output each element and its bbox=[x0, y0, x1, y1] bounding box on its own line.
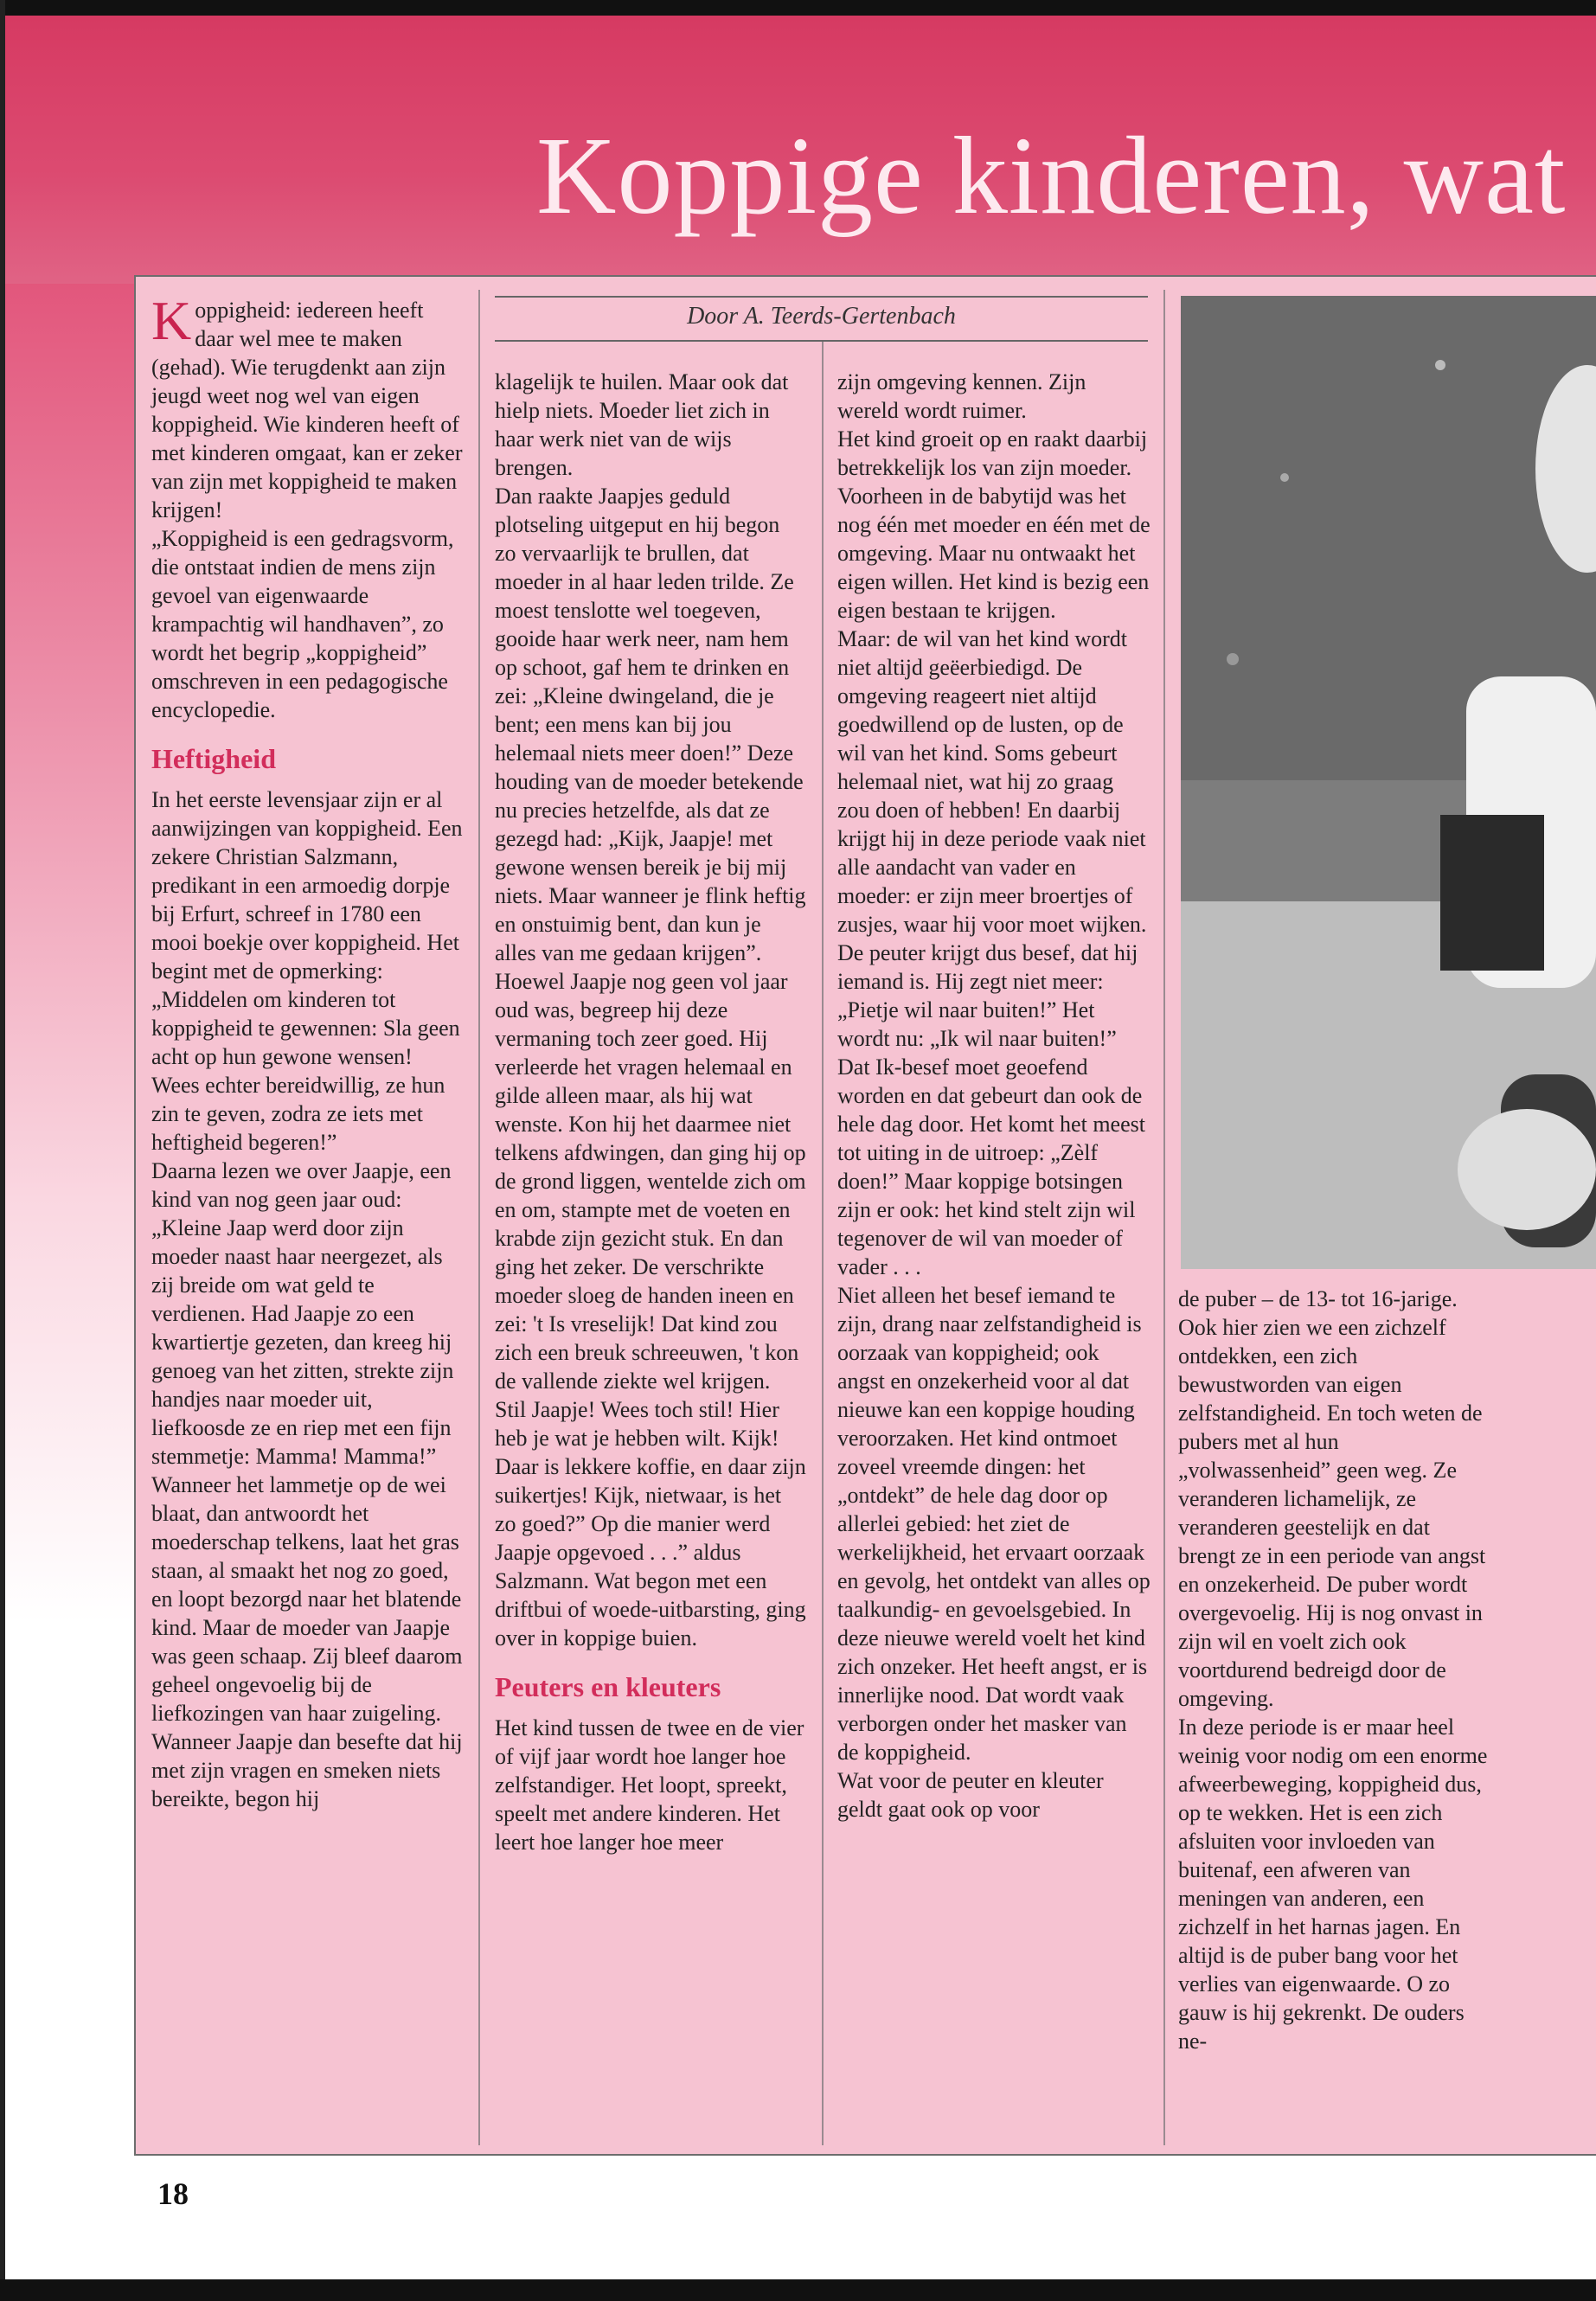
paragraph: „Koppigheid is een gedragsvorm, die ontstaat indien de mens zijn gevoel van eigenwaarde krampachtig wil handhaven”, zo wordt het begrip „koppigheid” omschreven in een pedagogische encyclopedie. bbox=[151, 526, 454, 722]
column-divider bbox=[822, 342, 824, 2145]
paragraph: Het kind groeit op en raakt daarbij betrekkelijk los van zijn moeder. Voorheen in de babytijd was het nog één met moeder en één met de omgeving. Maar nu ontwaakt het eigen willen. Het kind is bezig een eigen bestaan te krijgen. bbox=[837, 426, 1151, 623]
paragraph-text: oppigheid: iedereen heeft daar wel mee te maken (gehad). Wie terugdenkt aan zijn jeugd weet nog wel van eigen koppigheid. Wie kinderen heeft of met kinderen omgaat, kan er zeker van zijn met koppigheid te maken krijgen! bbox=[151, 298, 463, 522]
scan-bottom-edge bbox=[0, 2279, 1596, 2301]
column-divider bbox=[478, 290, 480, 2145]
paragraph bbox=[151, 290, 463, 524]
column-divider bbox=[1163, 290, 1165, 2145]
article-title: Koppige kinderen, wat bbox=[536, 114, 1567, 237]
paragraph: Daarna lezen we over Jaapje, een kind van nog geen jaar oud: „Kleine Jaap werd door zijn moeder naast haar neergezet, als zij breide om wat geld te verdienen. Had Jaapje zo een kwartiertje gezeten, dan kreeg hij genoeg van het zitten, strekte zijn handjes naar moeder uit, liefkoosde ze en riep met een fijn stemmetje: Mamma! Mamma!” Wanneer het lammetje op de wei blaat, dan antwoordt het moederschap telkens, laat het gras staan, al smaakt het nog zo goed, en loopt bezorgd naar het blatende kind. Maar de moeder van Jaapje was geen schaap. Zij bleef daarom geheel ongevoelig bij de liefkozingen van haar zuigeling. Wanneer Jaapje dan besefte dat hij met zijn vragen en smeken niets bereikte, begon hij bbox=[151, 1158, 463, 1811]
drop-cap: K bbox=[151, 290, 192, 351]
paragraph: Hoewel Jaapje nog geen vol jaar oud was, begreep hij deze vermaning toch zeer goed. Hij verleerde het vragen helemaal en gilde alleen maar, als hij wat wenste. Kon hij het daarmee niet telkens afdwingen, dan ging hij op de grond liggen, wentelde zich om en om, stampte met de voeten en krabde zijn gezicht stuk. En dan ging het zeker. De verschrikte moeder sloeg de handen ineen en zei: 't Is vreselijk! Dat kind zou zich een breuk schreeuwen, 't kon de vallende ziekte wel krijgen. Stil Jaapje! Wees toch stil! Hier heb je wat je hebben wilt. Kijk! Daar is lekkere koffie, en daar zijn suikertjes! Kijk, nietwaar, is het zo goed?” Op die manier werd Jaapje opgevoed . . .” aldus Salzmann. Wat begon met een driftbui of woede-uitbarsting, ging over in koppige buien. bbox=[495, 969, 806, 1650]
page-number: 18 bbox=[157, 2176, 189, 2211]
scan-top-edge bbox=[0, 0, 1596, 16]
paragraph: de puber – de 13- tot 16-jarige. Ook hier zien we een zichzelf ontdekken, een zich bewustworden van eigen zelfstandigheid. En toch weten de pubers met al hun „volwassenheid” geen weg. Ze veranderen lichamelijk, ze veranderen geestelijk en dat brengt ze in een periode van angst en onzekerheid. De puber wordt overgevoelig. Hij is nog onvast in zijn wil en voelt zich ook voortdurend bedreigd door de omgeving. bbox=[1178, 1286, 1486, 1711]
byline-rule bbox=[495, 296, 1148, 298]
text-column-1 bbox=[151, 290, 463, 1813]
text-column-4 bbox=[1178, 1285, 1490, 2055]
photo-illustration bbox=[1181, 296, 1596, 1269]
subheading: Heftigheid bbox=[151, 743, 276, 774]
paragraph: Niet alleen het besef iemand te zijn, drang naar zelfstandigheid is oorzaak van koppigheid; ook angst en onzekerheid voor al dat nieuwe kan een koppige houding veroorzaken. Het kind ontmoet zoveel vreemde dingen: het „ontdekt” de hele dag door op allerlei gebied: het ziet de werkelijkheid, het ervaart oorzaak en gevolg, het ontdekt van alles op taalkundig- en gevoelsgebied. In deze nieuwe wereld voelt het kind zich onzeker. Het heeft angst, er is innerlijke nood. Dat wordt vaak verborgen onder het masker van de koppigheid. bbox=[837, 1283, 1151, 1765]
paragraph: Wat voor de peuter en kleuter geldt gaat ook op voor bbox=[837, 1768, 1104, 1822]
child-photo bbox=[1181, 296, 1596, 1269]
paragraph: In het eerste levensjaar zijn er al aanwijzingen van koppigheid. Een zekere Christian Salzmann, predikant in een armoedig dorpje bij Erfurt, schreef in 1780 een mooi boekje over koppigheid. Het begint met de opmerking: „Middelen om kinderen tot koppigheid te gewennen: Sla geen acht op hun gewone wensen! Wees echter bereidwillig, ze hun zin te geven, zodra ze iets met heftigheid begeren!” bbox=[151, 787, 463, 1155]
byline: Door A. Teerds-Gertenbach bbox=[687, 303, 956, 330]
subheading: Peuters en kleuters bbox=[495, 1671, 721, 1702]
paragraph: In deze periode is er maar heel weinig voor nodig om een enorme afweerbeweging, koppigheid dus, op te wekken. Het is een zich afsluiten voor invloeden van buitenaf, een afweren van meningen van anderen, een zichzelf in het harnas jagen. En altijd is de puber bang voor het verlies van eigenwaarde. O zo gauw is hij gekrenkt. De ouders ne- bbox=[1178, 1715, 1488, 2054]
text-column-3 bbox=[837, 368, 1151, 1823]
paragraph: klagelijk te huilen. Maar ook dat hielp niets. Moeder liet zich in haar werk niet van de wijs brengen. bbox=[495, 369, 789, 480]
paragraph: Dan raakte Jaapjes geduld plotseling uitgeput en hij begon zo vervaarlijk te brullen, dat moeder in al haar leden trilde. Ze moest tenslotte wel toegeven, gooide haar werk neer, nam hem op schoot, gaf hem te drinken en zei: „Kleine dwingeland, die je bent; een mens kan bij jou helemaal niets meer doen!” Deze houding van de moeder betekende nu precies hetzelfde, als dat ze gezegd had: „Kijk, Jaapje! met gewone wensen bereik je bij mij niets. Maar wanneer je flink heftig en onstuimig bent, dan kun je alles van me gedaan krijgen”. bbox=[495, 484, 806, 965]
paragraph: Het kind tussen de twee en de vier of vijf jaar wordt hoe langer hoe zelfstandiger. Het loopt, spreekt, speelt met andere kinderen. Het leert hoe langer hoe meer bbox=[495, 1715, 804, 1855]
paragraph: De peuter krijgt dus besef, dat hij iemand is. Hij zegt niet meer: „Pietje wil naar buiten!” Het wordt nu: „Ik wil naar buiten!” Dat Ik-besef moet geoefend worden en dat gebeurt dan ook de hele dag door. Het komt het meest tot uiting in de uitroep: „Zèlf doen!” Maar koppige botsingen zijn er ook: het kind stelt zijn wil tegenover de wil van moeder of vader . . . bbox=[837, 940, 1145, 1279]
paragraph: zijn omgeving kennen. Zijn wereld wordt ruimer. bbox=[837, 369, 1086, 423]
text-column-2 bbox=[495, 368, 806, 1856]
paragraph: Maar: de wil van het kind wordt niet altijd geëerbiedigd. De omgeving reageert niet altijd goedwillend op de lusten, op de wil van het kind. Soms gebeurt helemaal niet, wat hij zo graag zou doen of hebben! En daarbij krijgt hij in deze periode vaak niet alle aandacht van vader en moeder: er zijn meer broertjes of zusjes, waar hij voor moet wijken. bbox=[837, 626, 1147, 937]
byline-rule bbox=[495, 340, 1148, 342]
